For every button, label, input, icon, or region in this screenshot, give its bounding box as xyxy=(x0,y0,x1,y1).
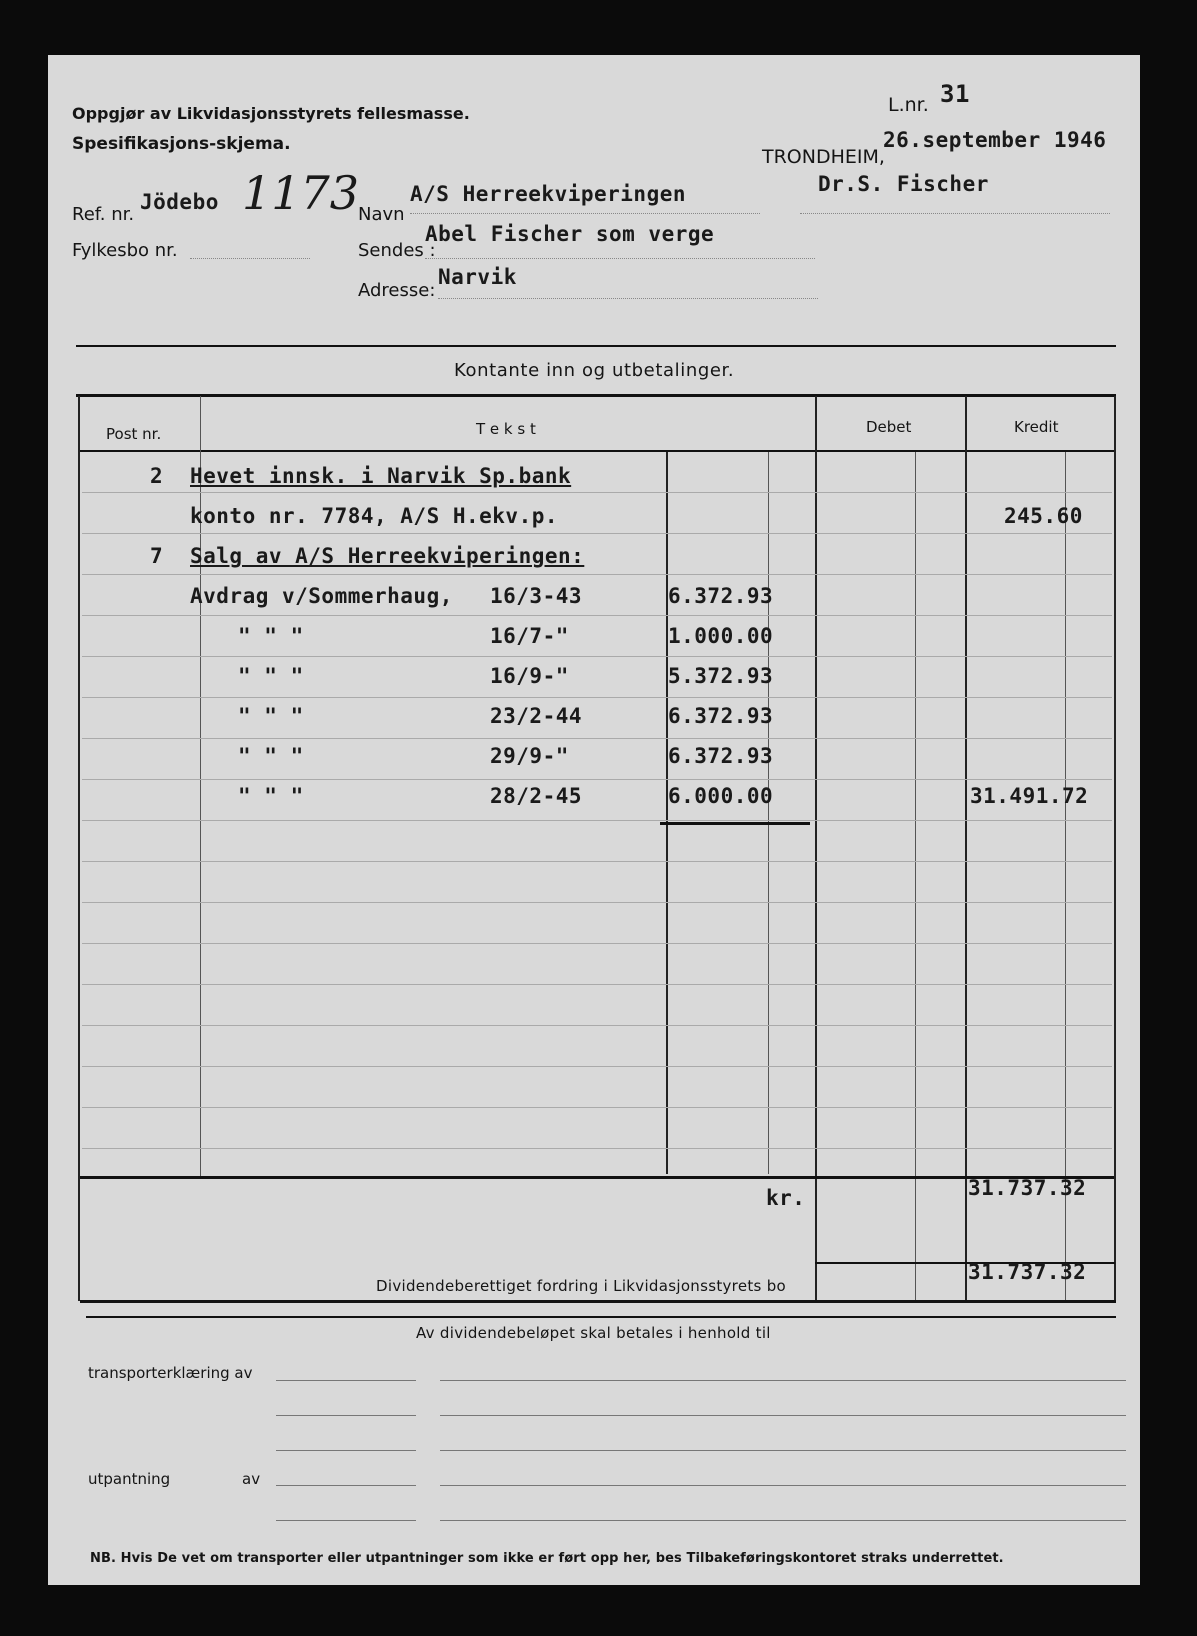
row-text: " " " xyxy=(238,624,304,648)
footer-rule xyxy=(86,1316,1116,1318)
ref-label: Ref. nr. xyxy=(72,204,135,225)
footer-blank-line xyxy=(276,1520,416,1521)
ruled-line xyxy=(82,1148,1112,1149)
row-text: " " " xyxy=(238,744,304,768)
row-text: Hevet innsk. i Narvik Sp.bank xyxy=(190,464,572,488)
totals-top-rule xyxy=(80,1176,1114,1179)
header-title: Oppgjør av Likvidasjonsstyrets fellesmasse. xyxy=(72,104,470,123)
row-kredit: 245.60 xyxy=(1004,504,1083,528)
row-date: 28/2-45 xyxy=(490,784,583,808)
col-line-debet-cents xyxy=(915,452,916,1301)
row-text: Avdrag v/Sommerhaug, xyxy=(190,584,453,608)
row-date: 16/9-" xyxy=(490,664,569,688)
row-amount: 1.000.00 xyxy=(668,624,774,648)
utpantning-av-label: av xyxy=(242,1470,261,1488)
row-kredit: 31.491.72 xyxy=(970,784,1089,808)
ruled-line xyxy=(82,902,1112,903)
col-line-kredit-cents xyxy=(1065,452,1066,1301)
row-date: 16/7-" xyxy=(490,624,569,648)
footer-blank-line xyxy=(440,1415,1126,1416)
ruled-line xyxy=(82,820,1112,821)
footer-blank-line xyxy=(440,1485,1126,1486)
navn-value: A/S Herreekviperingen xyxy=(410,182,687,206)
section-top-rule xyxy=(76,345,1116,347)
letter-date: 26.september 1946 xyxy=(883,128,1107,152)
col-header-debet: Debet xyxy=(866,418,912,436)
kr-label: kr. xyxy=(766,1186,806,1210)
row-text: " " " xyxy=(238,784,304,808)
nb-note: NB. Hvis De vet om transporter eller utpantninger som ikke er ført opp her, bes Tilbakeføringskontoret straks underrettet. xyxy=(90,1551,1004,1566)
row-amount: 6.000.00 xyxy=(668,784,774,808)
navn-dotted-line xyxy=(410,213,760,214)
ruled-line xyxy=(82,1107,1112,1108)
sendes-value: Abel Fischer som verge xyxy=(425,222,715,246)
table-left-border xyxy=(78,396,80,1301)
ruled-line xyxy=(82,984,1112,985)
footer-blank-line xyxy=(276,1450,416,1451)
footer-blank-line xyxy=(440,1450,1126,1451)
signer-dotted-line xyxy=(800,213,1110,214)
col-header-tekst: T e k s t xyxy=(476,420,536,438)
table-right-border xyxy=(1114,396,1116,1301)
ref-value: Jödebo xyxy=(140,190,219,214)
footer-blank-line xyxy=(276,1485,416,1486)
fylkesbo-label: Fylkesbo nr. xyxy=(72,240,178,261)
dividend-label: Dividendeberettiget fordring i Likvidasjonsstyrets bo xyxy=(376,1277,787,1295)
col-header-post: Post nr. xyxy=(106,425,162,443)
payout-text: Av dividendebeløpet skal betales i henhold til xyxy=(416,1324,771,1342)
row-post-number: 2 xyxy=(150,464,164,488)
ruled-line xyxy=(82,492,1112,493)
ruled-line xyxy=(82,656,1112,657)
row-text: konto nr. 7784, A/S H.ekv.p. xyxy=(190,504,559,528)
city-label: TRONDHEIM, xyxy=(762,146,885,168)
lnr-value: 31 xyxy=(940,80,970,108)
row-date: 16/3-43 xyxy=(490,584,583,608)
table-top-border xyxy=(76,394,1116,397)
ruled-line xyxy=(82,738,1112,739)
adresse-dotted-line xyxy=(438,298,818,299)
transport-label: transporterklæring av xyxy=(88,1364,253,1382)
kr-total: 31.737.32 xyxy=(968,1176,1087,1200)
dividend-total: 31.737.32 xyxy=(968,1260,1087,1284)
ref-handwritten-number: 1173 xyxy=(242,166,360,220)
table-header-rule xyxy=(80,450,1114,452)
navn-label: Navn xyxy=(358,204,405,225)
ruled-line xyxy=(82,861,1112,862)
row-text: Salg av A/S Herreekviperingen: xyxy=(190,544,585,568)
row-date: 29/9-" xyxy=(490,744,569,768)
adresse-value: Narvik xyxy=(438,265,517,289)
row-text: " " " xyxy=(238,664,304,688)
table-bottom-border xyxy=(80,1300,1116,1303)
ruled-line xyxy=(82,943,1112,944)
fylkesbo-dotted-line xyxy=(190,258,310,259)
footer-blank-line xyxy=(440,1380,1126,1381)
col-line-kredit xyxy=(965,396,967,1301)
row-date: 23/2-44 xyxy=(490,704,583,728)
row-amount: 6.372.93 xyxy=(668,704,774,728)
row-post-number: 7 xyxy=(150,544,164,568)
sendes-dotted-line xyxy=(425,258,815,259)
ruled-line xyxy=(82,574,1112,575)
row-amount: 5.372.93 xyxy=(668,664,774,688)
sendes-label: Sendes : xyxy=(358,240,436,261)
header-subtitle: Spesifikasjons-skjema. xyxy=(72,134,291,154)
footer-blank-line xyxy=(276,1415,416,1416)
ruled-line xyxy=(82,779,1112,780)
ruled-line xyxy=(82,533,1112,534)
ruled-line xyxy=(82,1025,1112,1026)
utpantning-label: utpantning xyxy=(88,1470,171,1488)
row-amount: 6.372.93 xyxy=(668,584,774,608)
ruled-line xyxy=(82,697,1112,698)
footer-blank-line xyxy=(276,1380,416,1381)
amount-sum-underline xyxy=(660,822,810,825)
ruled-line xyxy=(82,1066,1112,1067)
row-amount: 6.372.93 xyxy=(668,744,774,768)
lnr-label: L.nr. xyxy=(888,94,929,116)
row-text: " " " xyxy=(238,704,304,728)
signer-name: Dr.S. Fischer xyxy=(818,172,989,196)
section-title: Kontante inn og utbetalinger. xyxy=(454,360,735,381)
col-line-debet xyxy=(815,396,817,1301)
ruled-line xyxy=(82,615,1112,616)
footer-blank-line xyxy=(440,1520,1126,1521)
adresse-label: Adresse: xyxy=(358,280,436,301)
col-header-kredit: Kredit xyxy=(1014,418,1059,436)
